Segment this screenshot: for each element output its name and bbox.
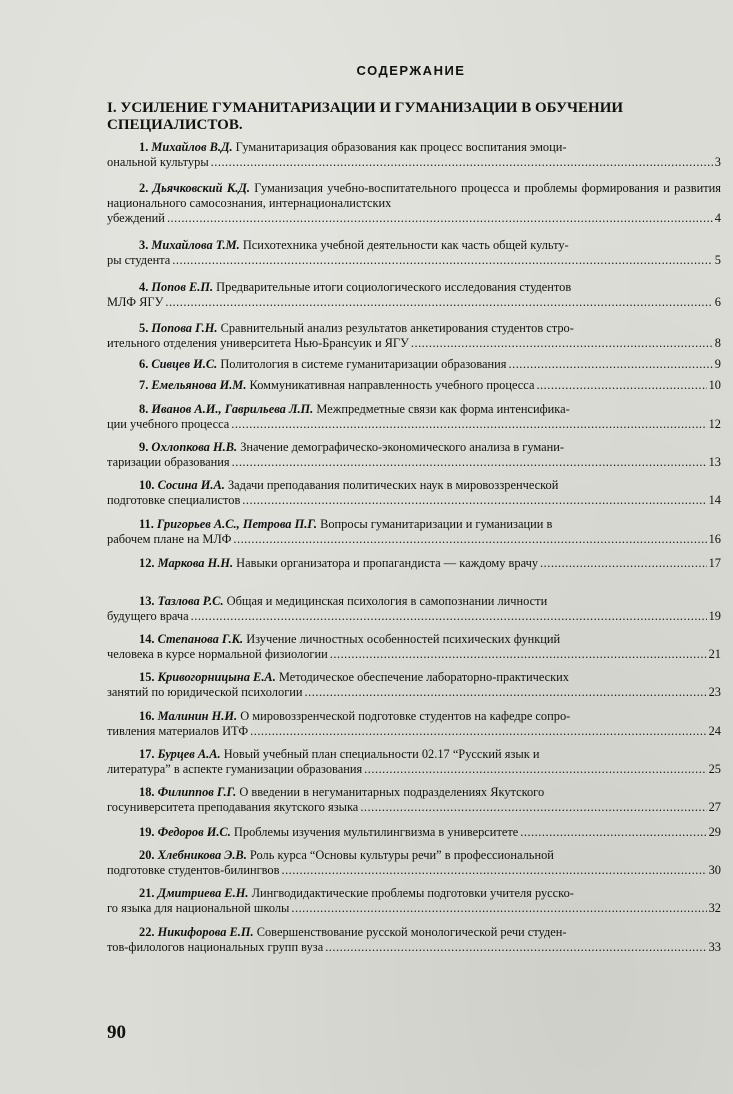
entry-title: Новый учебный план специальности 02.17 “Русский язык и [223, 747, 540, 761]
entry-title: Сравнительный анализ результатов анкетирования студентов стро- [220, 321, 574, 335]
entry-page: 5 [714, 253, 721, 267]
toc-entry [107, 709, 721, 739]
toc-entry [107, 925, 721, 955]
toc-entry [107, 402, 721, 432]
page-number: 90 [107, 1022, 126, 1043]
leader-dots [305, 685, 707, 700]
entry-number: 2. [139, 181, 149, 195]
leader-dots [172, 253, 713, 268]
toc-entry [107, 181, 721, 226]
entry-author: Маркова Н.Н. [157, 556, 234, 570]
toc-entry [107, 238, 721, 268]
entry-number: 12. [139, 556, 155, 570]
toc-entry [107, 848, 721, 878]
entry-title-cont: тов-филологов национальных групп вуза [107, 940, 324, 954]
entry-author: Никифорова Е.П. [157, 925, 254, 939]
entry-page: 33 [708, 940, 721, 954]
entry-number: 13. [139, 594, 155, 608]
entry-title: Политология в системе гуманитаризации образования [220, 357, 507, 371]
leader-dots [520, 825, 706, 840]
entry-author: Сосина И.А. [157, 478, 225, 492]
entry-title: Психотехника учебной деятельности как часть общей культу- [242, 238, 569, 252]
entry-number: 15. [139, 670, 155, 684]
entry-page: 25 [708, 762, 721, 776]
entry-number: 6. [139, 357, 149, 371]
leader-dots [330, 647, 707, 662]
entry-author: Михайлова Т.М. [151, 238, 240, 252]
section-heading: I. УСИЛЕНИЕ ГУМАНИТАРИЗАЦИИ И ГУМАНИЗАЦИИ В ОБУЧЕНИИ СПЕЦИАЛИСТОВ. [107, 100, 624, 133]
entry-title-cont: будущего врача [107, 609, 189, 623]
contents-heading: СОДЕРЖАНИЕ [356, 63, 466, 78]
entry-title-cont: литература” в аспекте гуманизации образования [107, 762, 363, 776]
entry-author: Хлебникова Э.В. [157, 848, 247, 862]
entry-number: 9. [139, 440, 149, 454]
entry-title: Лингводидактические проблемы подготовки учителя русско- [251, 886, 574, 900]
entry-author: Емельянова И.М. [151, 378, 247, 392]
toc-entry [107, 321, 721, 351]
entry-number: 11. [139, 517, 154, 531]
leader-dots [233, 532, 706, 547]
toc-entry [107, 594, 721, 624]
entry-title-cont: подготовке студентов-билингвов [107, 863, 280, 877]
entry-author: Попов Е.П. [151, 280, 214, 294]
entry-title-cont: рабочем плане на МЛФ [107, 532, 232, 546]
entry-number: 19. [139, 825, 155, 839]
entry-author: Федоров И.С. [157, 825, 231, 839]
entry-page: 12 [708, 417, 721, 431]
entry-author: Дьячковский К.Д. [152, 181, 250, 195]
entry-author: Тазлова Р.С. [157, 594, 224, 608]
entry-title: Изучение личностных особенностей психических функций [246, 632, 561, 646]
entry-title-cont: убеждений [107, 211, 165, 225]
entry-number: 1. [139, 140, 149, 154]
entry-title: О мировоззренческой подготовке студентов на кафедре сопро- [240, 709, 571, 723]
entry-number: 14. [139, 632, 155, 646]
entry-title-cont: ительного отделения университета Нью-Брансуик и ЯГУ [107, 336, 409, 350]
entry-page: 24 [708, 724, 721, 738]
entry-page: 4 [714, 211, 721, 225]
entry-title-cont: ональной культуры [107, 155, 209, 169]
toc-entry [107, 747, 721, 777]
entry-title: Навыки организатора и пропагандиста — каждому врачу [236, 556, 539, 570]
entry-number: 5. [139, 321, 149, 335]
entry-page: 16 [708, 532, 721, 546]
leader-dots [325, 940, 706, 955]
entry-title-cont: ции учебного процесса [107, 417, 230, 431]
entry-page: 17 [708, 556, 721, 570]
entry-author: Степанова Г.К. [157, 632, 244, 646]
entry-number: 17. [139, 747, 155, 761]
entry-title: Коммуникативная направленность учебного процесса [249, 378, 535, 392]
entry-title: Межпредметные связи как форма интенсифика- [316, 402, 570, 416]
entry-author: Охлопкова Н.В. [151, 440, 238, 454]
entry-title-cont: МЛФ ЯГУ [107, 295, 164, 309]
toc-entry [107, 440, 721, 470]
leader-dots [231, 417, 706, 432]
toc-entry [107, 670, 721, 700]
toc-entry [107, 556, 721, 571]
toc-entry [107, 140, 721, 170]
toc-entry [107, 378, 721, 393]
entry-number: 18. [139, 785, 155, 799]
entry-author: Кривогорницына Е.А. [157, 670, 276, 684]
entry-page: 29 [708, 825, 721, 839]
entry-title-cont: ры студента [107, 253, 171, 267]
leader-dots [509, 357, 713, 372]
entry-author: Иванов А.И., Гаврильева Л.П. [151, 402, 314, 416]
entry-page: 27 [708, 800, 721, 814]
entry-title-cont: таризации образования [107, 455, 230, 469]
entry-number: 7. [139, 378, 149, 392]
entry-page: 13 [708, 455, 721, 469]
entry-title: Гуманитаризация образования как процесс воспитания эмоци- [235, 140, 567, 154]
leader-dots [165, 295, 712, 310]
entry-author: Филиппов Г.Г. [157, 785, 237, 799]
entry-number: 16. [139, 709, 155, 723]
entry-number: 20. [139, 848, 155, 862]
entry-page: 14 [708, 493, 721, 507]
leader-dots [536, 378, 706, 393]
entry-author: Бурцев А.А. [157, 747, 221, 761]
entry-number: 8. [139, 402, 149, 416]
entry-title: Совершенствование русской монологической речи студен- [256, 925, 567, 939]
toc-entry [107, 825, 721, 840]
entry-title: Общая и медицинская психология в самопознании личности [226, 594, 548, 608]
entry-title: Гуманизация учебно-воспитательного процесса и проблемы формирования и развития национального самосознания, интернационалистских [107, 181, 721, 210]
leader-dots [167, 211, 713, 226]
entry-title: Предварительные итоги социологического исследования студентов [216, 280, 572, 294]
toc-entry [107, 785, 721, 815]
entry-author: Михайлов В.Д. [151, 140, 233, 154]
entry-page: 19 [708, 609, 721, 623]
toc-entry [107, 357, 721, 372]
entry-title-cont: подготовке специалистов [107, 493, 241, 507]
entry-page: 8 [714, 336, 721, 350]
entry-number: 3. [139, 238, 149, 252]
toc-entry [107, 478, 721, 508]
entry-page: 32 [708, 901, 721, 915]
entry-title-cont: человека в курсе нормальной физиологии [107, 647, 328, 661]
entry-page: 6 [714, 295, 721, 309]
leader-dots [232, 455, 707, 470]
entry-title-cont: занятий по юридической психологии [107, 685, 303, 699]
leader-dots [360, 800, 706, 815]
leader-dots [242, 493, 706, 508]
entry-number: 22. [139, 925, 155, 939]
entry-page: 21 [708, 647, 721, 661]
entry-page: 9 [714, 357, 721, 371]
entry-number: 21. [139, 886, 155, 900]
leader-dots [281, 863, 706, 878]
toc-entry [107, 280, 721, 310]
leader-dots [364, 762, 706, 777]
entry-title: Значение демографическо-экономического анализа в гумани- [240, 440, 565, 454]
entry-title-cont: тивления материалов ИТФ [107, 724, 249, 738]
entry-author: Попова Г.Н. [151, 321, 218, 335]
entry-title: Проблемы изучения мультилингвизма в университете [233, 825, 519, 839]
leader-dots [250, 724, 706, 739]
entry-title: Роль курса “Основы культуры речи” в профессиональной [249, 848, 554, 862]
entry-page: 30 [708, 863, 721, 877]
entry-page: 3 [714, 155, 721, 169]
entry-title: О введении в негуманитарных подразделениях Якутского [239, 785, 545, 799]
entry-title: Задачи преподавания политических наук в мировоззренческой [227, 478, 559, 492]
entry-number: 10. [139, 478, 155, 492]
leader-dots [211, 155, 713, 170]
leader-dots [411, 336, 713, 351]
entry-title: Методическое обеспечение лабораторно-практических [278, 670, 569, 684]
leader-dots [191, 609, 707, 624]
entry-title: Вопросы гуманитаризации и гуманизации в [320, 517, 553, 531]
toc-entry [107, 632, 721, 662]
entry-author: Сивцев И.С. [151, 357, 218, 371]
toc-entry [107, 517, 721, 547]
leader-dots [540, 556, 707, 571]
entry-title-cont: госуниверситета преподавания якутского языка [107, 800, 359, 814]
entry-title-cont: го языка для национальной школы [107, 901, 290, 915]
entry-author: Дмитриева Е.Н. [157, 886, 249, 900]
entry-author: Григорьев А.С., Петрова П.Г. [156, 517, 317, 531]
toc-entry [107, 886, 721, 916]
entry-number: 4. [139, 280, 149, 294]
entry-author: Малинин Н.И. [157, 709, 238, 723]
entry-page: 23 [708, 685, 721, 699]
leader-dots [291, 901, 706, 916]
entry-page: 10 [708, 378, 721, 392]
